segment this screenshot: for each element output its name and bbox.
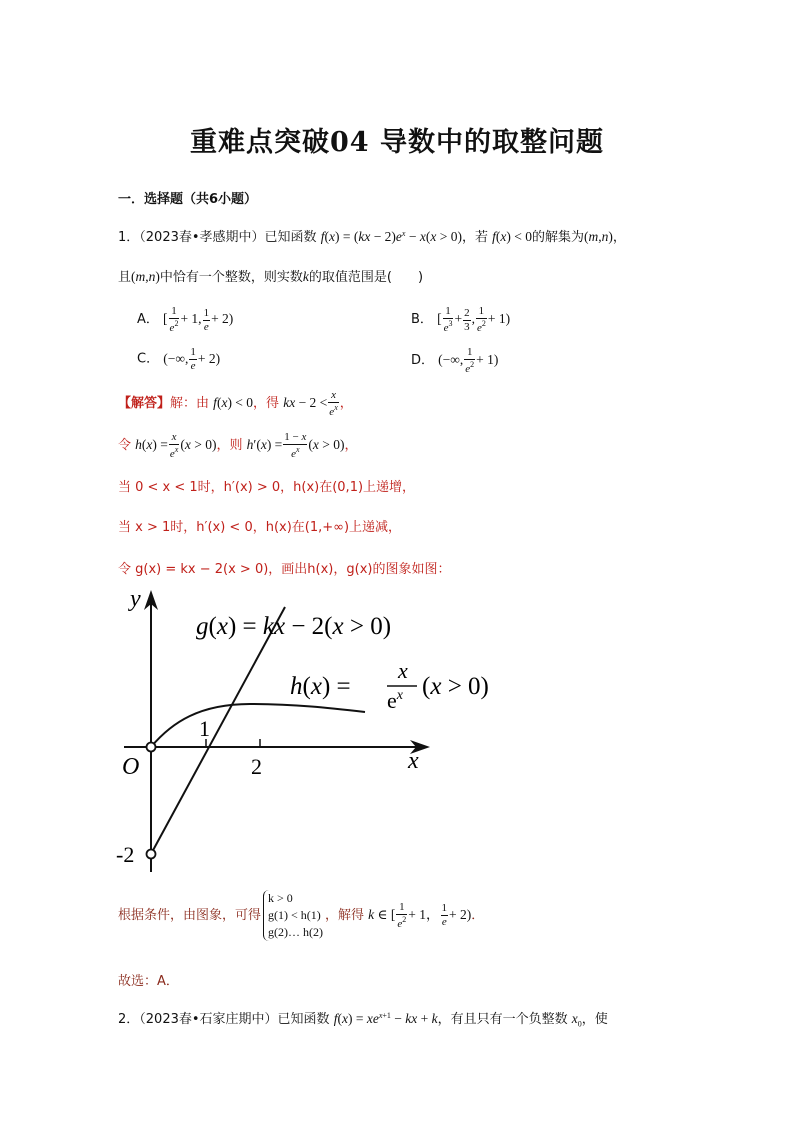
option-a-label: A． [137,312,159,328]
g-line [151,607,285,854]
q1-line2-b: 中恰有一个整数，则实数 [159,270,303,285]
q1-number: 1． [118,230,140,245]
origin-label: O [122,754,140,780]
solution-answer: 故选：A． [118,974,179,989]
solution-h-def: h(x) = $\frac{x}{e^x}$ (x > 0) [135,431,217,460]
q1-cond-mid: 的解集为 [532,230,585,245]
q1-line2-a: 且 [118,270,132,285]
q2-source: （2023春•石家庄期中） [139,1012,278,1027]
option-d[interactable] [411,347,498,375]
solution-line-5: 令 g(x) = kx − 2(x > 0)，画出h(x)，g(x)的图象如图： [118,562,451,577]
q2-line-1 [118,1008,608,1029]
option-b-text: [ $\frac{1}{e^3}$ + $\frac{2}{3}$ , $\frac{1}{e^2}$ + 1) [437,305,511,334]
option-a-text: [ $\frac{1}{e^2}$ + 1, $\frac{1}{e}$ + 2) [163,305,234,334]
solution-s1: 解：由 [170,396,210,412]
solution-h-deriv: h′(x) = $\frac{1 - x}{e^x}$ (x > 0) [246,431,345,460]
q2-x0: $x_0$ [571,1011,582,1029]
option-b-label: B． [411,312,433,328]
solution-s1-b: ，得 [253,396,280,412]
h-curve [151,704,365,747]
tick-1-label: 1 [199,716,210,741]
h-label-num: x [398,658,408,683]
solution-result: k ∈ [ $\frac{1}{e^2}$ + 1， $\frac{1}{e}$ + 2) [368,900,472,930]
q1-function: $f(x) = (kx - 2)e^x - x(x > 0)$ [320,229,462,244]
g-label: g(x) = kx − 2(x > 0) [196,613,392,640]
q1-cond-prefix: ，若 [461,230,488,245]
solution-line-1: 【解答】解：由 f(x) < 0，得 kx − 2 < $\frac{x}{e^x}$ ， [118,389,353,418]
q1-cond: f(x) < 0 [492,229,532,244]
condition-1: k > 0 [268,891,293,905]
x-axis-label: x [408,748,419,774]
solution-tag: 【解答】 [118,396,171,412]
condition-system [263,890,323,941]
solution-s6-a: 根据条件，由图象，可得 [118,908,262,923]
solution-line-6: 根据条件，由图象，可得 k > 0 g(1) < h(1) g(2)… h(2) ，解得 k ∈ [ $\frac{1}{e^2}$ + 1， $\frac{1}{e}$ + 2)． [118,891,485,939]
q1-k: k [302,269,309,284]
option-c-text: (−∞, $\frac{1}{e}$ + 2) [163,346,221,372]
h-label-domain: (x > 0) [422,673,489,700]
condition-2: g(1) < h(1) [268,908,321,922]
solution-s2: 令 [118,438,132,454]
option-a[interactable] [137,306,233,334]
solution-s6-b: ，解得 [325,908,365,923]
q1-line2-c: 的取值范围是( ) [308,270,424,285]
tick-2-label: 2 [251,754,262,779]
q2-end: ，使 [581,1012,608,1027]
q1-lead: 已知函数 [264,230,317,245]
option-c-label: C． [137,351,160,367]
condition-3: g(2)… h(2) [268,925,323,939]
q1-line-2 [118,266,423,285]
function-graph-figure [110,582,530,882]
solution-s1-math: f(x) < 0 [213,395,254,411]
y-axis-label: y [130,586,141,612]
h-label: h(x) = [290,673,351,700]
solution-s2-b: ，则 [216,438,243,454]
option-c[interactable] [137,347,220,372]
q2-rest: ，有且只有一个负整数 [437,1012,568,1027]
section-header: 一．选择题（共6小题） [118,192,258,207]
q2-number: 2． [118,1012,140,1027]
q2-function: $f(x) = xe^{x+1}$ − kx + k [333,1011,438,1026]
q1-line-1: 1．（2023春•孝感期中）已知函数 $f(x) = (kx - 2)e^x - x(x > 0)$，若 f(x) < 0的解集为(m,n)， [118,229,626,245]
option-d-label: D． [411,353,435,369]
h-label-den: $e^x$ [387,688,403,713]
q1-source: （2023春•孝感期中） [139,230,265,245]
tick-neg2-label: -2 [116,842,135,867]
option-d-text: (−∞, $\frac{1}{e^2}$ + 1) [438,346,499,375]
origin-open-point [147,743,156,752]
solution-line-2: 令 h(x) = $\frac{x}{e^x}$ (x > 0)，则 h′(x) = $\frac{1 - x}{e^x}$ (x > 0)， [118,431,358,460]
solution-line-3: 当 0 < x < 1时，h′(x) > 0，h(x)在(0,1)上递增， [118,480,416,495]
q2-lead: 已知函数 [277,1012,330,1027]
solution-line-4: 当 x > 1时，h′(x) < 0，h(x)在(1,+∞)上递减， [118,520,402,535]
q1-interval: (m,n) [584,229,613,244]
page-title: 重难点突破04 导数中的取整问题 [190,127,604,158]
q1-interval-2: (m,n) [131,269,160,284]
neg2-open-point [147,850,156,859]
solution-s1-ineq: kx − 2 < $\frac{x}{e^x}$ [283,389,338,418]
option-b[interactable] [411,306,510,334]
